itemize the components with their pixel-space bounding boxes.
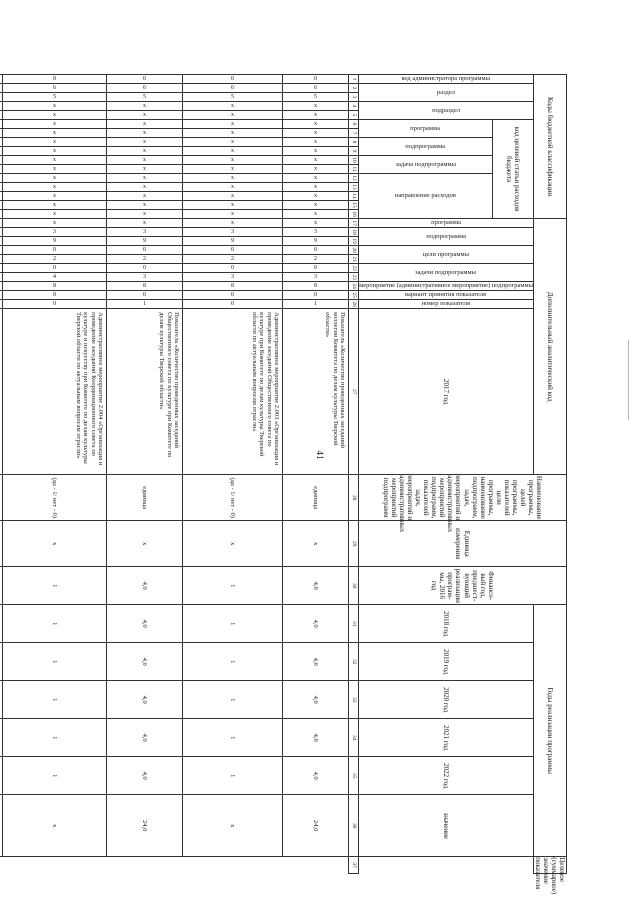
code-digit: х xyxy=(282,120,348,129)
column-number: 16 xyxy=(348,210,358,219)
code-digit xyxy=(0,264,2,273)
code-digit: х xyxy=(106,192,182,201)
row-fin-year-value: х xyxy=(182,521,282,567)
code-digit xyxy=(0,201,2,210)
code-digit xyxy=(0,75,2,84)
code-digit xyxy=(0,300,2,309)
code-digit: х xyxy=(282,111,348,120)
column-number: 8 xyxy=(348,138,358,147)
kbk-podrazdel-header: подраздел xyxy=(358,102,533,120)
row-target-value: 24,0 xyxy=(106,795,182,857)
column-number: 13 xyxy=(348,183,358,192)
row-unit xyxy=(0,475,2,521)
code-digit: 4 xyxy=(2,273,106,282)
code-digit: 0 xyxy=(182,291,282,300)
code-digit xyxy=(0,183,2,192)
code-digit: х xyxy=(282,210,348,219)
code-digit: 8 xyxy=(2,282,106,291)
code-digit xyxy=(0,273,2,282)
code-digit: х xyxy=(106,129,182,138)
code-digit: х xyxy=(106,219,182,228)
row-name: Административное мероприятие 2.004 «Организация и проведение заседаний Координационного совета по культуре и искусству при Комитете по делам культуры Тверской области по актуальным вопросам отрасли» xyxy=(2,309,106,475)
code-digit: х xyxy=(182,219,282,228)
code-digit: 3 xyxy=(106,273,182,282)
code-digit: 5 xyxy=(2,93,106,102)
code-digit: х xyxy=(282,138,348,147)
code-digit: х xyxy=(2,147,106,156)
row-year-value: 1 xyxy=(182,643,282,681)
unit-column-header: Единица измерения xyxy=(358,521,566,567)
row-year-value: 4,0 xyxy=(282,643,348,681)
code-digit: 0 xyxy=(2,291,106,300)
program-indicators-sheet xyxy=(51,74,567,895)
code-digit: х xyxy=(2,192,106,201)
fin-year-column-header: Финансо-вый год, предшест-вующий реализации програм-мы, 2016 год xyxy=(358,567,566,605)
row-name xyxy=(0,309,2,475)
year-2022-header: 2022 год xyxy=(358,757,533,795)
kcs-program-header: программа xyxy=(358,120,492,138)
row-year-value: 1 xyxy=(2,757,106,795)
row-year-value: 4,0 xyxy=(282,605,348,643)
row-target-value xyxy=(0,795,2,857)
code-digit: х xyxy=(2,201,106,210)
code-digit: 1 xyxy=(106,300,182,309)
scan-edge-mark xyxy=(628,340,629,420)
years-group-header: Годы реализации программы xyxy=(533,605,566,857)
column-number: 23 xyxy=(348,273,358,282)
code-digit: 3 xyxy=(282,228,348,237)
code-digit: х xyxy=(106,210,182,219)
kcs-direction-header: направление расходов xyxy=(358,174,492,219)
column-number: 10 xyxy=(348,156,358,165)
table-row xyxy=(106,75,182,874)
code-digit: х xyxy=(106,156,182,165)
row-year-value: 4,0 xyxy=(106,719,182,757)
code-digit xyxy=(0,165,2,174)
row-fin-year-value: х xyxy=(106,521,182,567)
code-digit: х xyxy=(106,102,182,111)
rotated-table-area xyxy=(51,74,567,895)
code-digit: 9 xyxy=(2,237,106,246)
column-number: 25 xyxy=(348,291,358,300)
row-target-value: 24,0 xyxy=(282,795,348,857)
kbk-admin-code-header: код администратора программы xyxy=(358,75,533,84)
dak-variant-header: вариант принятия показателя xyxy=(358,291,533,300)
column-number: 4 xyxy=(348,102,358,111)
column-number: 3 xyxy=(348,93,358,102)
code-digit: 9 xyxy=(106,237,182,246)
table-row xyxy=(2,75,106,874)
code-digit: х xyxy=(182,201,282,210)
code-digit xyxy=(0,282,2,291)
code-digit: 9 xyxy=(282,237,348,246)
row-year-value: 1 xyxy=(182,757,282,795)
column-number: 5 xyxy=(348,111,358,120)
code-digit: х xyxy=(182,156,282,165)
column-number: 31 xyxy=(348,605,358,643)
column-number: 26 xyxy=(348,300,358,309)
code-digit: х xyxy=(2,129,106,138)
column-number: 14 xyxy=(348,192,358,201)
dak-group-header: Дополнительный аналитический код xyxy=(533,219,566,475)
code-digit xyxy=(0,129,2,138)
code-digit: 2 xyxy=(282,255,348,264)
code-digit xyxy=(0,237,2,246)
column-number: 24 xyxy=(348,282,358,291)
code-digit: 0 xyxy=(282,246,348,255)
column-number: 15 xyxy=(348,201,358,210)
column-number: 37 xyxy=(348,857,358,874)
column-number: 20 xyxy=(348,246,358,255)
code-digit: х xyxy=(182,165,282,174)
row-unit: (да - 1/ нет - 0) xyxy=(2,475,106,521)
row-year-value: 1 xyxy=(182,719,282,757)
code-digit: х xyxy=(106,165,182,174)
code-digit xyxy=(0,246,2,255)
year-2021-header: 2021 год xyxy=(358,719,533,757)
code-digit: х xyxy=(182,174,282,183)
column-numbers-row xyxy=(348,75,358,874)
code-digit: х xyxy=(282,201,348,210)
row-year-value: 1 xyxy=(182,605,282,643)
code-digit: х xyxy=(2,102,106,111)
code-digit: 3 xyxy=(282,273,348,282)
row-fin-year-value: х xyxy=(2,521,106,567)
dak-program-header: программа xyxy=(358,219,533,228)
code-digit: 5 xyxy=(106,93,182,102)
code-digit: 0 xyxy=(2,300,106,309)
table-row xyxy=(0,75,2,874)
code-digit xyxy=(0,210,2,219)
column-number: 22 xyxy=(348,264,358,273)
row-year-value: 1 xyxy=(2,681,106,719)
year-2017-header: 2017 год xyxy=(358,309,533,475)
code-digit: х xyxy=(282,147,348,156)
code-digit: 0 xyxy=(106,246,182,255)
row-year-value xyxy=(0,719,2,757)
column-number: 33 xyxy=(348,681,358,719)
row-year-value: 1 xyxy=(182,567,282,605)
row-name: Показатель «Количество проведенных заседаний коллегии Комитета по делам культуры Тверской области» xyxy=(282,309,348,475)
column-number: 35 xyxy=(348,757,358,795)
code-digit: 0 xyxy=(2,264,106,273)
column-number: 6 xyxy=(348,120,358,129)
code-digit: х xyxy=(182,129,282,138)
code-digit: х xyxy=(2,156,106,165)
row-year-value: 1 xyxy=(2,643,106,681)
code-digit: 0 xyxy=(282,75,348,84)
kcs-subprogram-header: подпрограмма xyxy=(358,138,492,156)
row-year-value: 4,0 xyxy=(282,567,348,605)
code-digit: 0 xyxy=(282,291,348,300)
code-digit: 0 xyxy=(2,246,106,255)
code-digit xyxy=(0,228,2,237)
row-fin-year-value xyxy=(0,521,2,567)
dak-indicator-number-header: номер показателя xyxy=(358,300,533,309)
column-number: 9 xyxy=(348,147,358,156)
row-fin-year-value: х xyxy=(282,521,348,567)
code-digit: 0 xyxy=(182,264,282,273)
code-digit: х xyxy=(282,156,348,165)
column-number: 2 xyxy=(348,84,358,93)
row-year-value: 1 xyxy=(2,567,106,605)
row-target-value: х xyxy=(182,795,282,857)
code-digit: х xyxy=(182,111,282,120)
code-digit: х xyxy=(2,120,106,129)
code-digit: 0 xyxy=(282,264,348,273)
code-digit: 3 xyxy=(2,228,106,237)
code-digit xyxy=(0,120,2,129)
row-unit: (да - 1/ нет - 0) xyxy=(182,475,282,521)
kbk-razdel-header: раздел xyxy=(358,84,533,102)
row-target-value: х xyxy=(2,795,106,857)
row-year-value xyxy=(0,681,2,719)
code-digit: х xyxy=(2,111,106,120)
code-digit: 0 xyxy=(182,75,282,84)
code-digit: 8 xyxy=(106,282,182,291)
code-digit: х xyxy=(106,120,182,129)
column-number: 36 xyxy=(348,795,358,857)
code-digit: 5 xyxy=(182,93,282,102)
target-group-header: Целевое (суммарное) значение показателя xyxy=(533,857,566,895)
code-digit: 3 xyxy=(182,228,282,237)
code-digit: х xyxy=(106,111,182,120)
row-year-value: 4,0 xyxy=(106,605,182,643)
code-digit: х xyxy=(282,192,348,201)
kcs-group-header: код целевой статьи расходов бюджета xyxy=(492,120,533,219)
code-digit: 0 xyxy=(2,75,106,84)
code-digit: х xyxy=(282,129,348,138)
code-digit: 0 xyxy=(182,300,282,309)
code-digit xyxy=(0,111,2,120)
code-digit: х xyxy=(282,102,348,111)
code-digit: х xyxy=(182,102,282,111)
code-digit: х xyxy=(2,138,106,147)
code-digit: х xyxy=(106,183,182,192)
row-year-value xyxy=(0,567,2,605)
column-number: 21 xyxy=(348,255,358,264)
code-digit: х xyxy=(2,183,106,192)
column-number: 27 xyxy=(348,309,358,475)
column-number: 1 xyxy=(348,75,358,84)
column-number: 19 xyxy=(348,237,358,246)
code-digit: х xyxy=(2,165,106,174)
code-digit: х xyxy=(2,210,106,219)
row-name: Показатель «Количество проведенных заседаний Общественного совета по культуре при Комитете по делам культуры Тверской области» xyxy=(106,309,182,475)
table-row xyxy=(182,75,282,874)
dak-task-header: задачи подпрограммы xyxy=(358,264,533,282)
row-year-value: 4,0 xyxy=(106,757,182,795)
row-year-value: 4,0 xyxy=(282,719,348,757)
code-digit: 0 xyxy=(182,246,282,255)
code-digit: 9 xyxy=(182,237,282,246)
column-number: 18 xyxy=(348,228,358,237)
dak-goal-header: цели программы xyxy=(358,246,533,264)
code-digit: х xyxy=(182,192,282,201)
code-digit xyxy=(0,138,2,147)
column-number: 32 xyxy=(348,643,358,681)
code-digit: 2 xyxy=(2,255,106,264)
code-digit xyxy=(0,219,2,228)
row-unit: единица xyxy=(282,475,348,521)
code-digit: 6 xyxy=(282,84,348,93)
row-year-value xyxy=(0,643,2,681)
row-year-value: 4,0 xyxy=(106,681,182,719)
code-digit: х xyxy=(106,147,182,156)
code-digit: х xyxy=(282,165,348,174)
code-digit: 6 xyxy=(106,84,182,93)
code-digit: 0 xyxy=(106,264,182,273)
code-digit: х xyxy=(282,174,348,183)
dak-event-header: мероприятие (административное мероприятие) подпрограммы xyxy=(358,282,533,290)
code-digit: 8 xyxy=(182,282,282,291)
code-digit: 6 xyxy=(182,84,282,93)
code-digit xyxy=(0,291,2,300)
program-indicators-table xyxy=(0,74,567,895)
year-2019-header: 2019 год xyxy=(358,643,533,681)
code-digit: х xyxy=(106,138,182,147)
code-digit xyxy=(0,192,2,201)
code-digit: 0 xyxy=(106,75,182,84)
kbk-group-header: Коды бюджетной классификации xyxy=(533,75,566,219)
row-name: Административное мероприятие 2.003 «Организация и проведение заседаний Общественного совета по культуре при Комитете по делам культуры Тверской области по актуальным вопросам отрасли» xyxy=(182,309,282,475)
code-digit: х xyxy=(182,120,282,129)
row-unit: единица xyxy=(106,475,182,521)
column-number: 34 xyxy=(348,719,358,757)
column-number: 17 xyxy=(348,219,358,228)
row-year-value: 4,0 xyxy=(106,567,182,605)
code-digit: х xyxy=(2,219,106,228)
column-number: 11 xyxy=(348,165,358,174)
kcs-task-header: задача подпрограммы xyxy=(358,156,492,174)
code-digit: 2 xyxy=(106,255,182,264)
code-digit: 5 xyxy=(282,93,348,102)
code-digit: х xyxy=(282,183,348,192)
year-2018-header: 2018 год xyxy=(358,605,533,643)
code-digit: х xyxy=(282,219,348,228)
code-digit xyxy=(0,93,2,102)
column-number: 12 xyxy=(348,174,358,183)
code-digit: 8 xyxy=(282,282,348,291)
code-digit: 0 xyxy=(106,291,182,300)
code-digit: 3 xyxy=(182,273,282,282)
row-year-value xyxy=(0,757,2,795)
code-digit: 1 xyxy=(282,300,348,309)
code-digit xyxy=(0,156,2,165)
code-digit xyxy=(0,102,2,111)
name-column-header: Наименование программы, целей программы, показателей цели программы, наименование подпрограмм, задач, мероприятий и административных мероприятий подпрограмм, показателей задач, мероприятий и административных мероприятий подпрограмм xyxy=(358,475,566,521)
page-number: 41 xyxy=(315,450,325,460)
row-year-value: 4,0 xyxy=(282,757,348,795)
column-number: 30 xyxy=(348,567,358,605)
code-digit: х xyxy=(182,147,282,156)
code-digit xyxy=(0,147,2,156)
code-digit: 3 xyxy=(106,228,182,237)
code-digit: х xyxy=(2,174,106,183)
code-digit: 2 xyxy=(182,255,282,264)
dak-subprogram-header: подпрограмма xyxy=(358,228,533,246)
code-digit: х xyxy=(182,210,282,219)
row-year-value xyxy=(0,605,2,643)
target-value-header: значение xyxy=(358,795,533,857)
year-2020-header: 2020 год xyxy=(358,681,533,719)
code-digit xyxy=(0,174,2,183)
row-year-value: 4,0 xyxy=(282,681,348,719)
column-number: 28 xyxy=(348,475,358,521)
row-year-value: 1 xyxy=(182,681,282,719)
column-number: 29 xyxy=(348,521,358,567)
column-number: 7 xyxy=(348,129,358,138)
code-digit: х xyxy=(106,174,182,183)
row-year-value: 1 xyxy=(2,605,106,643)
code-digit xyxy=(0,255,2,264)
code-digit: х xyxy=(182,183,282,192)
table-row xyxy=(282,75,348,874)
code-digit: 6 xyxy=(2,84,106,93)
row-year-value: 4,0 xyxy=(106,643,182,681)
code-digit xyxy=(0,84,2,93)
code-digit: х xyxy=(182,138,282,147)
code-digit: х xyxy=(106,201,182,210)
row-year-value: 1 xyxy=(2,719,106,757)
